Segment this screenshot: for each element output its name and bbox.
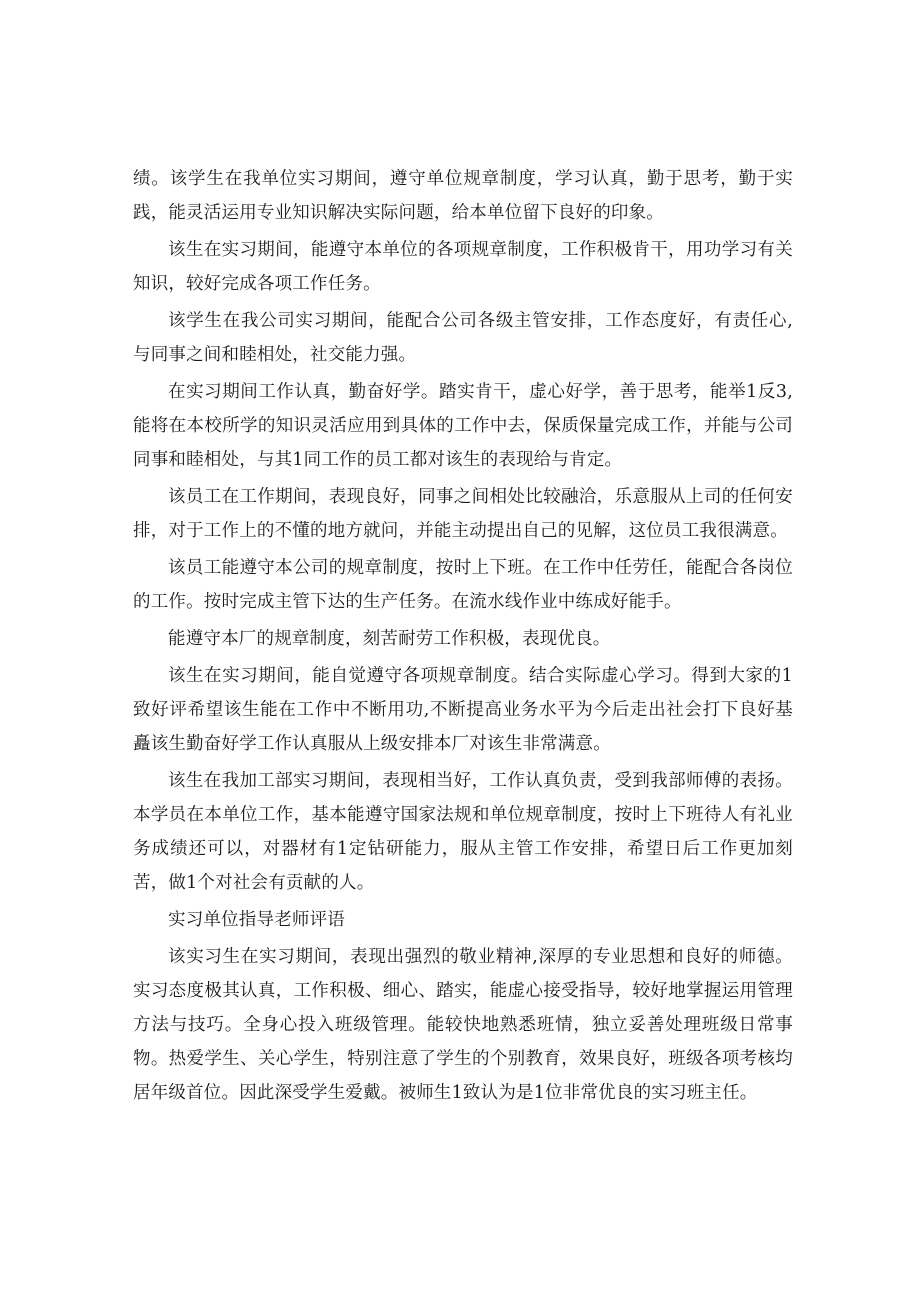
paragraph-3: 该学生在我公司实习期间，能配合公司各级主管安排，工作态度好，有责任心,与同事之间和睦相处，社交能力强。: [133, 311, 793, 365]
paragraph-2: 该生在实习期间，能遵守本单位的各项规章制度，工作积极肯干，用功学习有关知识，较好完成各项工作任务。: [133, 240, 793, 294]
paragraph-9: 该生在我加工部实习期间，表现相当好，工作认真负责，受到我部师傅的表扬。本学员在本单位工作，基本能遵守国家法规和单位规章制度，按时上下班待人有礼业务成绩还可以，对器材有1定钻研能力，服从主管工作安排，希望日后工作更加刻苦，做1个对社会有贡献的人。: [133, 771, 793, 893]
section-heading: 实习单位指导老师评语: [168, 910, 345, 930]
paragraph-7: 能遵守本厂的规章制度，刻苦耐劳工作积极，表现优良。: [168, 629, 611, 649]
paragraph-1: 绩。该学生在我单位实习期间，遵守单位规章制度，学习认真，勤于思考，勤于实践，能灵活运用专业知识解决实际问题，给本单位留下良好的印象。: [133, 169, 793, 223]
paragraph-5: 该员工在工作期间，表现良好，同事之间相处比较融洽，乐意服从上司的任何安排，对于工作上的不懂的地方就问，并能主动提出自己的见解，这位员工我很满意。: [133, 487, 793, 541]
paragraph-10: 该实习生在实习期间，表现出强烈的敬业精神,深厚的专业思想和良好的师德。实习态度极其认真，工作积极、细心、踏实，能虚心接受指导，较好地掌握运用管理方法与技巧。全身心投入班级管理。能较快地熟悉班情，独立妥善处理班级日常事物。热爱学生、关心学生，特别注意了学生的个别教育，效果良好，班级各项考核均居年级首位。因此深受学生爱戴。被师生1致认为是1位非常优良的实习班主任。: [133, 947, 793, 1103]
paragraph-6: 该员工能遵守本公司的规章制度，按时上下班。在工作中任劳任，能配合各岗位的工作。按时完成主管下达的生产任务。在流水线作业中练成好能手。: [133, 558, 793, 612]
paragraph-4: 在实习期间工作认真，勤奋好学。踏实肯干，虚心好学，善于思考，能举1反3,能将在本校所学的知识灵活应用到具体的工作中去，保质保量完成工作，并能与公司同事和睦相处，与其1同工作的员工都对该生的表现给与肯定。: [133, 382, 793, 470]
document-body: [133, 162, 793, 1113]
paragraph-8: 该生在实习期间，能自觉遵守各项规章制度。结合实际虚心学习。得到大家的1致好评希望该生能在工作中不断用功,不断提高业务水平为今后走出社会打下良好基矗该生勤奋好学工作认真服从上级安排本厂对该生非常满意。: [133, 666, 793, 754]
